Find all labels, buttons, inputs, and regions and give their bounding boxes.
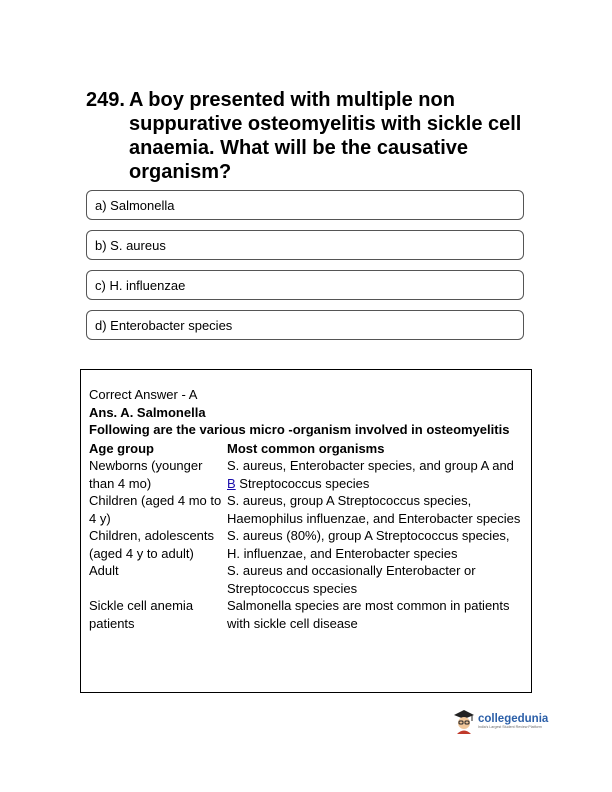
graduate-mascot-icon: [452, 708, 476, 734]
age-cell: Adult: [89, 563, 119, 578]
option-c[interactable]: c) H. influenzae: [86, 270, 524, 300]
correct-answer: Correct Answer - A: [89, 387, 198, 402]
table-row: [89, 562, 523, 597]
answer-intro: Following are the various micro -organism involved in osteomyelitis: [89, 422, 510, 437]
option-b[interactable]: b) S. aureus: [86, 230, 524, 260]
logo-name: collegedunia: [478, 712, 549, 725]
organism-cell: Salmonella species are most common in patients with sickle cell disease: [227, 598, 510, 631]
answer-heading: Ans. A. Salmonella: [89, 404, 206, 420]
organism-text: Streptococcus species: [235, 475, 370, 491]
option-a[interactable]: a) Salmonella: [86, 190, 524, 220]
age-cell: Newborns (younger than 4 mo): [89, 458, 203, 491]
option-d[interactable]: d) Enterobacter species: [86, 310, 524, 340]
table-header-row: [89, 440, 523, 458]
question-number: 249.: [86, 89, 125, 111]
collegedunia-logo[interactable]: [452, 707, 562, 735]
logo-tagline: India's Largest Student Review Platform: [478, 724, 542, 729]
header-organisms: Most common organisms: [227, 440, 385, 456]
organism-table: [89, 440, 523, 633]
table-row: [89, 597, 523, 632]
header-age-group: Age group: [89, 440, 154, 456]
organism-cell: [227, 457, 523, 492]
organism-cell: S. aureus (80%), group A Streptococcus species, H. influenzae, and Enterobacter species: [227, 528, 510, 561]
age-cell: Children, adolescents (aged 4 y to adult): [89, 528, 215, 561]
organism-text: S. aureus, Enterobacter species, and group A and: [227, 458, 514, 473]
table-row: [89, 527, 523, 562]
answer-box: [80, 369, 532, 693]
age-cell: Children (aged 4 mo to 4 y): [89, 493, 222, 526]
question-text: A boy presented with multiple non suppurative osteomyelitis with sickle cell anaemia. What will be the causative organism?: [129, 89, 522, 183]
organism-cell: S. aureus, group A Streptococcus species, Haemophilus influenzae, and Enterobacter species: [227, 493, 521, 526]
table-row: [89, 457, 523, 492]
question: [86, 88, 536, 184]
table-row: [89, 492, 523, 527]
streptococcus-b-link[interactable]: B: [227, 475, 236, 491]
age-cell: Sickle cell anemia patients: [89, 598, 194, 631]
organism-cell: S. aureus and occasionally Enterobacter or Streptococcus species: [227, 563, 476, 596]
